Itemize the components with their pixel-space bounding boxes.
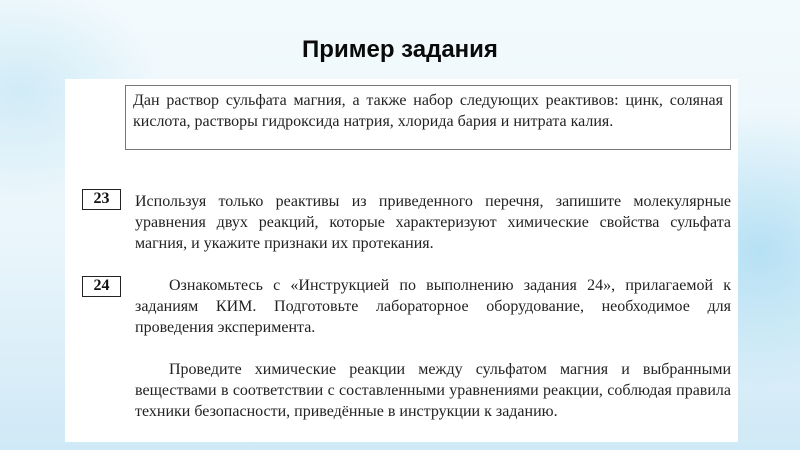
task-24-paragraph-2: Проведите химические реакции между сульфатом магния и выбранными веществами в соответствии с составленными уравнениями реакции, соблюдая правила техники безопасности, приведённые в инструкции к заданию. <box>135 361 731 420</box>
task-24-number: 24 <box>82 276 121 297</box>
task-23-text: Используя только реактивы из приведенного перечня, запишите молекулярные уравнения двух реакций, которые характеризуют химические свойства сульфата магния, и укажите признаки их протекания. <box>135 193 731 252</box>
content-panel <box>65 79 738 442</box>
task-23-number: 23 <box>82 189 121 210</box>
slide-title: Пример задания <box>302 36 498 63</box>
task-24-paragraph-1: Ознакомьтесь с «Инструкцией по выполнению задания 24», прилагаемой к заданиям КИМ. Подготовьте лабораторное оборудование, необходимое для проведения эксперимента. <box>135 277 731 336</box>
intro-box: Дан раствор сульфата магния, а также набор следующих реактивов: цинк, соляная кислота, растворы гидроксида натрия, хлорида бария и нитрата калия. <box>125 85 731 150</box>
